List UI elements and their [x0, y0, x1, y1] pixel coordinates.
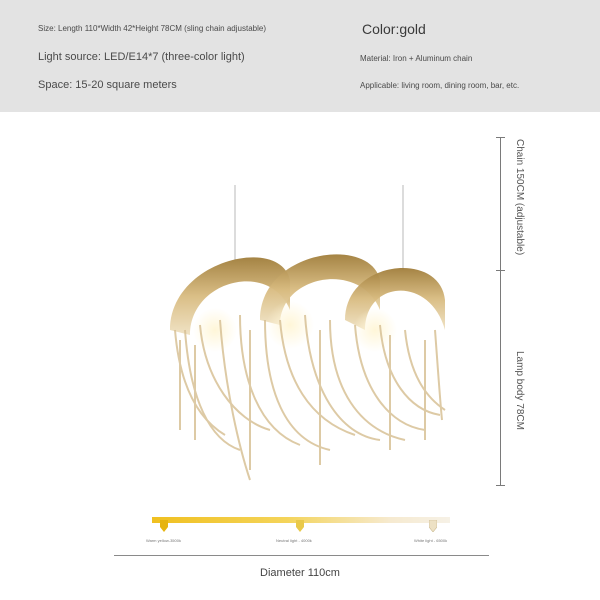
spec-applicable: Applicable: living room, dining room, bar, etc. — [360, 81, 520, 90]
height-dimension-line — [500, 137, 501, 485]
spec-color: Color:gold — [362, 21, 426, 37]
spec-size: Size: Length 110*Width 42*Height 78CM (sling chain adjustable) — [38, 24, 266, 33]
warm-light-label: Warm yellow-3500k — [146, 538, 181, 543]
neutral-marker-icon — [296, 520, 304, 532]
dimension-tick-middle — [496, 270, 505, 271]
white-light-label: White light - 6500k — [414, 538, 448, 543]
spec-light-source: Light source: LED/E14*7 (three-color light) — [38, 51, 245, 63]
spec-space: Space: 15-20 square meters — [38, 79, 177, 91]
dimension-tick-bottom — [496, 485, 505, 486]
chain-length-label: Chain 150CM (adjustable) — [514, 139, 525, 256]
diameter-line — [114, 555, 489, 556]
lamp-body-label: Lamp body 78CM — [514, 351, 525, 430]
warm-marker-icon — [160, 520, 168, 532]
spec-material: Material: Iron + Aluminum chain — [360, 54, 473, 63]
diameter-label: Diameter 110cm — [260, 567, 340, 579]
neutral-light-label: Neutral light - 4000k — [276, 538, 312, 543]
dimension-tick-top — [496, 137, 505, 138]
chandelier-image — [140, 180, 470, 490]
white-marker-icon — [429, 520, 437, 532]
